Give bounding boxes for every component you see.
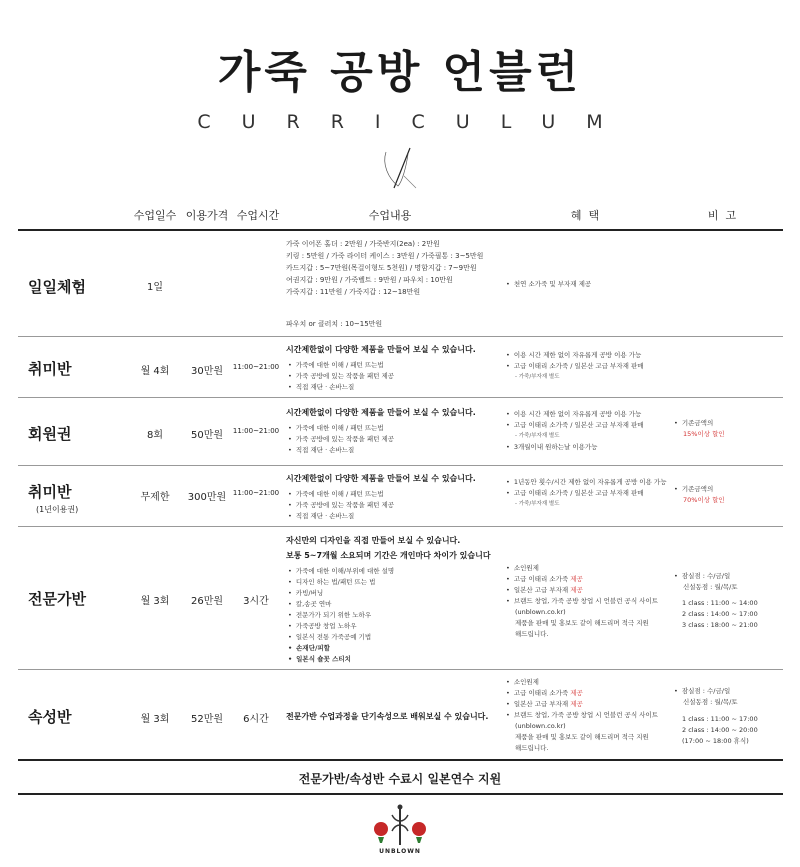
note-item: • 기존금액의 bbox=[674, 484, 779, 495]
hobby-sessions: 월 4회 bbox=[140, 366, 170, 377]
hobby-year-benefits bbox=[506, 477, 676, 510]
header-divider bbox=[18, 229, 783, 231]
member-note bbox=[674, 418, 779, 440]
content-item: • 직접 재단 · 손바느질 bbox=[288, 445, 498, 456]
table-bottom-divider bbox=[18, 759, 783, 761]
pro-benefits bbox=[506, 563, 676, 640]
note-item: • 잠실점 : 수/금/일 bbox=[674, 686, 784, 697]
member-lead: 시간제한없이 다양한 제품을 만들어 보실 수 있습니다. bbox=[286, 408, 476, 417]
content-item: • 손재단/피할 bbox=[288, 643, 498, 654]
class-time: 1 class : 11:00 ~ 17:00 bbox=[682, 715, 758, 723]
hobby-price: 30만원 bbox=[190, 366, 224, 377]
intensive-classes bbox=[682, 714, 787, 747]
content-item: • 가죽 공방에 있는 작품을 패턴 제공 bbox=[288, 434, 498, 445]
benefit-item: • 천연 소가죽 및 부자재 제공 bbox=[506, 279, 676, 290]
benefit-detail: 해드립니다. bbox=[515, 630, 549, 638]
content-item: • 일본식 숄꼿 스티치 bbox=[288, 654, 498, 665]
price-item: 가죽 이어폰 홀더 : 2만원 / 가죽반지(2ea) : 2만원 bbox=[286, 240, 440, 248]
content-item: • 가죽에 대한 이해/부위에 대한 설명 bbox=[288, 566, 498, 577]
note-item: • 잠실점 : 수/금/일 bbox=[674, 571, 784, 582]
one-day-price-list bbox=[286, 238, 496, 330]
header-content: 수업내용 bbox=[368, 209, 412, 222]
category-hobby: 취미반 bbox=[28, 360, 72, 378]
row-divider bbox=[18, 336, 783, 337]
content-item: • 가죽 공방에 있는 작품을 패턴 제공 bbox=[288, 500, 498, 511]
member-time: 11:00~21:00 bbox=[232, 427, 280, 435]
pro-sessions: 월 3회 bbox=[140, 596, 170, 607]
benefit-detail: 제품을 판매 및 홍보도 같이 해드리며 적극 지원 bbox=[515, 733, 649, 741]
class-time: (17:00 ~ 18:00 휴식) bbox=[682, 737, 749, 745]
hobby-year-lead: 시간제한없이 다양한 제품을 만들어 보실 수 있습니다. bbox=[286, 474, 476, 483]
benefit-item: • 1년동안 횟수/시간 제한 없이 자유롭게 공방 이용 가능 bbox=[506, 477, 676, 488]
benefit-item: • 이용 시간 제한 없이 자유롭게 공방 이용 가능 bbox=[506, 350, 676, 361]
hobby-year-subname: (1년이용권) bbox=[36, 505, 79, 514]
row-divider bbox=[18, 397, 783, 398]
content-item: • 디자인 하는 법/패턴 뜨는 법 bbox=[288, 577, 498, 588]
price-item: 가죽지갑 : 11만원 / 가죽지갑 : 12~18만원 bbox=[286, 288, 421, 296]
benefit-item: • 브랜드 창업, 가죽 공방 창업 시 언블런 공식 사이트 bbox=[506, 596, 676, 607]
benefit-item: • 브랜드 창업, 가죽 공방 창업 시 언블런 공식 사이트 bbox=[506, 710, 676, 721]
row-divider bbox=[18, 669, 783, 670]
header-sessions: 수업일수 bbox=[133, 209, 177, 222]
intensive-benefits bbox=[506, 677, 676, 754]
header-benefit: 혜 택 bbox=[570, 209, 600, 222]
pro-time: 3시간 bbox=[243, 596, 269, 607]
note-item: • 기존금액의 bbox=[674, 418, 779, 429]
benefit-site: (unblown.co.kr) bbox=[515, 608, 566, 616]
discount-note: 15%이상 할인 bbox=[683, 430, 725, 438]
price-item: 파우치 or 클러치 : 10~15만원 bbox=[286, 320, 383, 328]
category-one-day: 일일체험 bbox=[28, 278, 86, 296]
content-item: • 칼,송곳 연마 bbox=[288, 599, 498, 610]
price-item: 키링 : 5만원 / 가죽 라이터 케이스 : 3만원 / 가죽필통 : 3~5만원 bbox=[286, 252, 484, 260]
needle-thread-icon bbox=[380, 146, 420, 192]
pro-lead-2: 보통 5~7개월 소요되며 기간은 개인마다 차이가 있습니다 bbox=[286, 551, 491, 560]
member-price: 50만원 bbox=[190, 430, 224, 441]
benefit-detail: 제품을 판매 및 홍보도 같이 해드리며 적극 지원 bbox=[515, 619, 649, 627]
class-time: 2 class : 14:00 ~ 17:00 bbox=[682, 610, 758, 618]
content-item: • 직접 재단 · 손바느질 bbox=[288, 382, 498, 393]
benefit-item: • 고급 이태리 소가죽 / 일본산 고급 부자재 판매 bbox=[506, 488, 676, 499]
benefit-item: • 고급 이태리 소가죽 / 일본산 고급 부자재 판매 bbox=[506, 420, 676, 431]
member-benefits bbox=[506, 409, 676, 453]
intensive-note bbox=[674, 686, 784, 708]
class-time: 2 class : 14:00 ~ 20:00 bbox=[682, 726, 758, 734]
hobby-content bbox=[288, 360, 498, 393]
footnote-divider bbox=[18, 793, 783, 795]
hobby-year-sessions: 무제한 bbox=[140, 492, 170, 503]
class-time: 3 class : 18:00 ~ 21:00 bbox=[682, 621, 758, 629]
hobby-year-name: 취미반 bbox=[28, 483, 72, 501]
hobby-year-time: 11:00~21:00 bbox=[232, 489, 280, 497]
benefit-subnote: - 가죽/부자재 별도 bbox=[515, 374, 560, 380]
category-intensive: 속성반 bbox=[28, 708, 72, 726]
benefit-item: • 일본산 고급 부자재 제공 bbox=[506, 699, 676, 710]
header-price: 이용가격 bbox=[185, 209, 229, 222]
benefit-item: • 고급 이태리 소가죽 제공 bbox=[506, 574, 676, 585]
header-note: 비 고 bbox=[707, 209, 737, 222]
content-item: • 카빙/버닝 bbox=[288, 588, 498, 599]
brand-logo-text: UNBLOWN bbox=[379, 848, 421, 855]
member-sessions: 8회 bbox=[146, 430, 164, 441]
hobby-year-note bbox=[674, 484, 779, 506]
one-day-sessions: 1일 bbox=[146, 282, 164, 293]
hobby-benefits bbox=[506, 350, 676, 383]
brand-logo-icon bbox=[370, 801, 430, 849]
row-divider bbox=[18, 465, 783, 466]
benefit-site: (unblown.co.kr) bbox=[515, 722, 566, 730]
content-item: • 가죽에 대한 이해 / 패턴 뜨는법 bbox=[288, 423, 498, 434]
benefit-item: • 일본산 고급 부자재 제공 bbox=[506, 585, 676, 596]
intensive-price: 52만원 bbox=[190, 714, 224, 725]
content-item: • 일본식 전통 가죽공예 기법 bbox=[288, 632, 498, 643]
member-content bbox=[288, 423, 498, 456]
page-title: 가죽 공방 언블런 bbox=[217, 47, 583, 98]
pro-price: 26만원 bbox=[190, 596, 224, 607]
header-time: 수업시간 bbox=[236, 209, 280, 222]
one-day-benefits bbox=[506, 279, 676, 290]
pro-classes bbox=[682, 598, 787, 631]
pro-content bbox=[288, 566, 498, 665]
class-time: 1 class : 11:00 ~ 14:00 bbox=[682, 599, 758, 607]
discount-note: 70%이상 할인 bbox=[683, 496, 725, 504]
intensive-time: 6시간 bbox=[243, 714, 269, 725]
hobby-year-price: 300만원 bbox=[187, 492, 227, 503]
benefit-item: • 3개월이내 원하는날 이용가능 bbox=[506, 442, 676, 453]
content-item: • 가죽 공방에 있는 작품을 패턴 제공 bbox=[288, 371, 498, 382]
category-pro: 전문가반 bbox=[28, 590, 86, 608]
pro-note bbox=[674, 571, 784, 593]
intensive-sessions: 월 3회 bbox=[140, 714, 170, 725]
content-item: • 직접 재단 · 손바느질 bbox=[288, 511, 498, 522]
benefit-item: • 고급 이태리 소가죽 제공 bbox=[506, 688, 676, 699]
benefit-subnote: - 가죽/부자재 별도 bbox=[515, 501, 560, 507]
hobby-lead: 시간제한없이 다양한 제품을 만들어 보실 수 있습니다. bbox=[286, 345, 476, 354]
note-item: 신설동점 : 월/목/토 bbox=[683, 698, 738, 706]
content-item: • 가죽공방 창업 노하우 bbox=[288, 621, 498, 632]
content-item: • 가죽에 대한 이해 / 패턴 뜨는법 bbox=[288, 489, 498, 500]
training-support-note: 전문가반/속성반 수료시 일본연수 지원 bbox=[298, 772, 502, 786]
page-subtitle: CURRICULUM bbox=[197, 111, 634, 133]
row-divider bbox=[18, 526, 783, 527]
benefit-item: • 소인원제 bbox=[506, 677, 676, 688]
note-item: 신설동점 : 월/목/토 bbox=[683, 583, 738, 591]
benefit-item: • 이용 시간 제한 없이 자유롭게 공방 이용 가능 bbox=[506, 409, 676, 420]
hobby-time: 11:00~21:00 bbox=[232, 363, 280, 371]
intensive-lead: 전문가반 수업과정을 단기속성으로 배워보실 수 있습니다. bbox=[286, 712, 489, 721]
benefit-subnote: - 가죽/부자재 별도 bbox=[515, 433, 560, 439]
benefit-detail: 해드립니다. bbox=[515, 744, 549, 752]
benefit-item: • 소인원제 bbox=[506, 563, 676, 574]
content-item: • 전문가가 되기 위한 노하우 bbox=[288, 610, 498, 621]
price-item: 여권지갑 : 9만원 / 가죽벨트 : 9만원 / 파우치 : 10만원 bbox=[286, 276, 453, 284]
category-hobby-year bbox=[28, 481, 138, 515]
price-item: 카드지갑 : 5~7만원(목걸이형도 5천원) / 명함지갑 : 7~9만원 bbox=[286, 264, 477, 272]
pro-lead-1: 자신만의 디자인을 직접 만들어 보실 수 있습니다. bbox=[286, 536, 461, 545]
benefit-item: • 고급 이태리 소가죽 / 일본산 고급 부자재 판매 bbox=[506, 361, 676, 372]
category-member: 회원권 bbox=[28, 425, 72, 443]
hobby-year-content bbox=[288, 489, 498, 522]
content-item: • 가죽에 대한 이해 / 패턴 뜨는법 bbox=[288, 360, 498, 371]
